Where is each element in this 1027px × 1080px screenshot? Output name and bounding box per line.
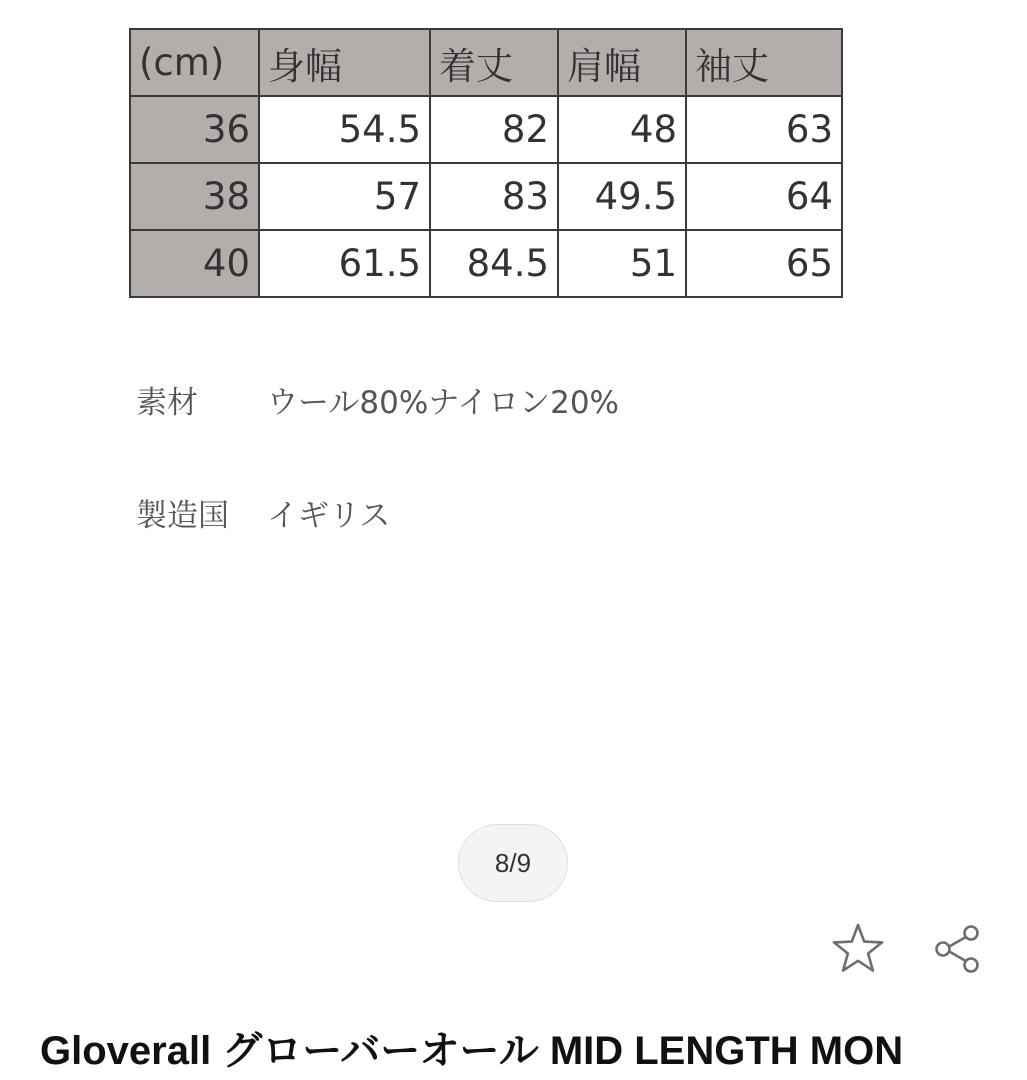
size-table (129, 28, 843, 298)
size-value-cell: 84.5 (430, 230, 558, 297)
size-value-cell: 82 (430, 96, 558, 163)
size-label-cell: 36 (130, 96, 259, 163)
origin-value: イギリス (267, 498, 391, 534)
favorite-button[interactable] (830, 923, 886, 979)
share-icon (931, 922, 985, 980)
size-value-cell: 54.5 (259, 96, 430, 163)
product-title: Gloverall グローバーオール MID LENGTH MON (40, 1029, 904, 1073)
size-table-row (130, 96, 842, 163)
origin-spec (136, 490, 390, 535)
size-value-cell: 48 (558, 96, 686, 163)
size-value-cell: 51 (558, 230, 686, 297)
size-value-cell: 83 (430, 163, 558, 230)
size-table-header-cell: 袖丈 (686, 29, 842, 96)
size-label-cell: 40 (130, 230, 259, 297)
size-value-cell: 49.5 (558, 163, 686, 230)
size-value-cell: 57 (259, 163, 430, 230)
size-value-cell: 65 (686, 230, 842, 297)
material-value: ウール80%ナイロン20% (267, 385, 620, 421)
size-value-cell: 63 (686, 96, 842, 163)
star-icon (831, 922, 885, 980)
material-label: 素材 (136, 385, 198, 421)
image-page-indicator: 8/9 (458, 824, 568, 902)
size-table-header-cell: 身幅 (259, 29, 430, 96)
share-button[interactable] (930, 923, 986, 979)
size-table-header-cell: 着丈 (430, 29, 558, 96)
size-value-cell: 64 (686, 163, 842, 230)
size-table-header-row (130, 29, 842, 96)
material-spec (136, 377, 619, 422)
origin-label: 製造国 (136, 498, 229, 534)
size-label-cell: 38 (130, 163, 259, 230)
size-table-header-cell: (cm) (130, 29, 259, 96)
size-value-cell: 61.5 (259, 230, 430, 297)
size-table-header-cell: 肩幅 (558, 29, 686, 96)
size-table-row (130, 163, 842, 230)
size-table-row (130, 230, 842, 297)
